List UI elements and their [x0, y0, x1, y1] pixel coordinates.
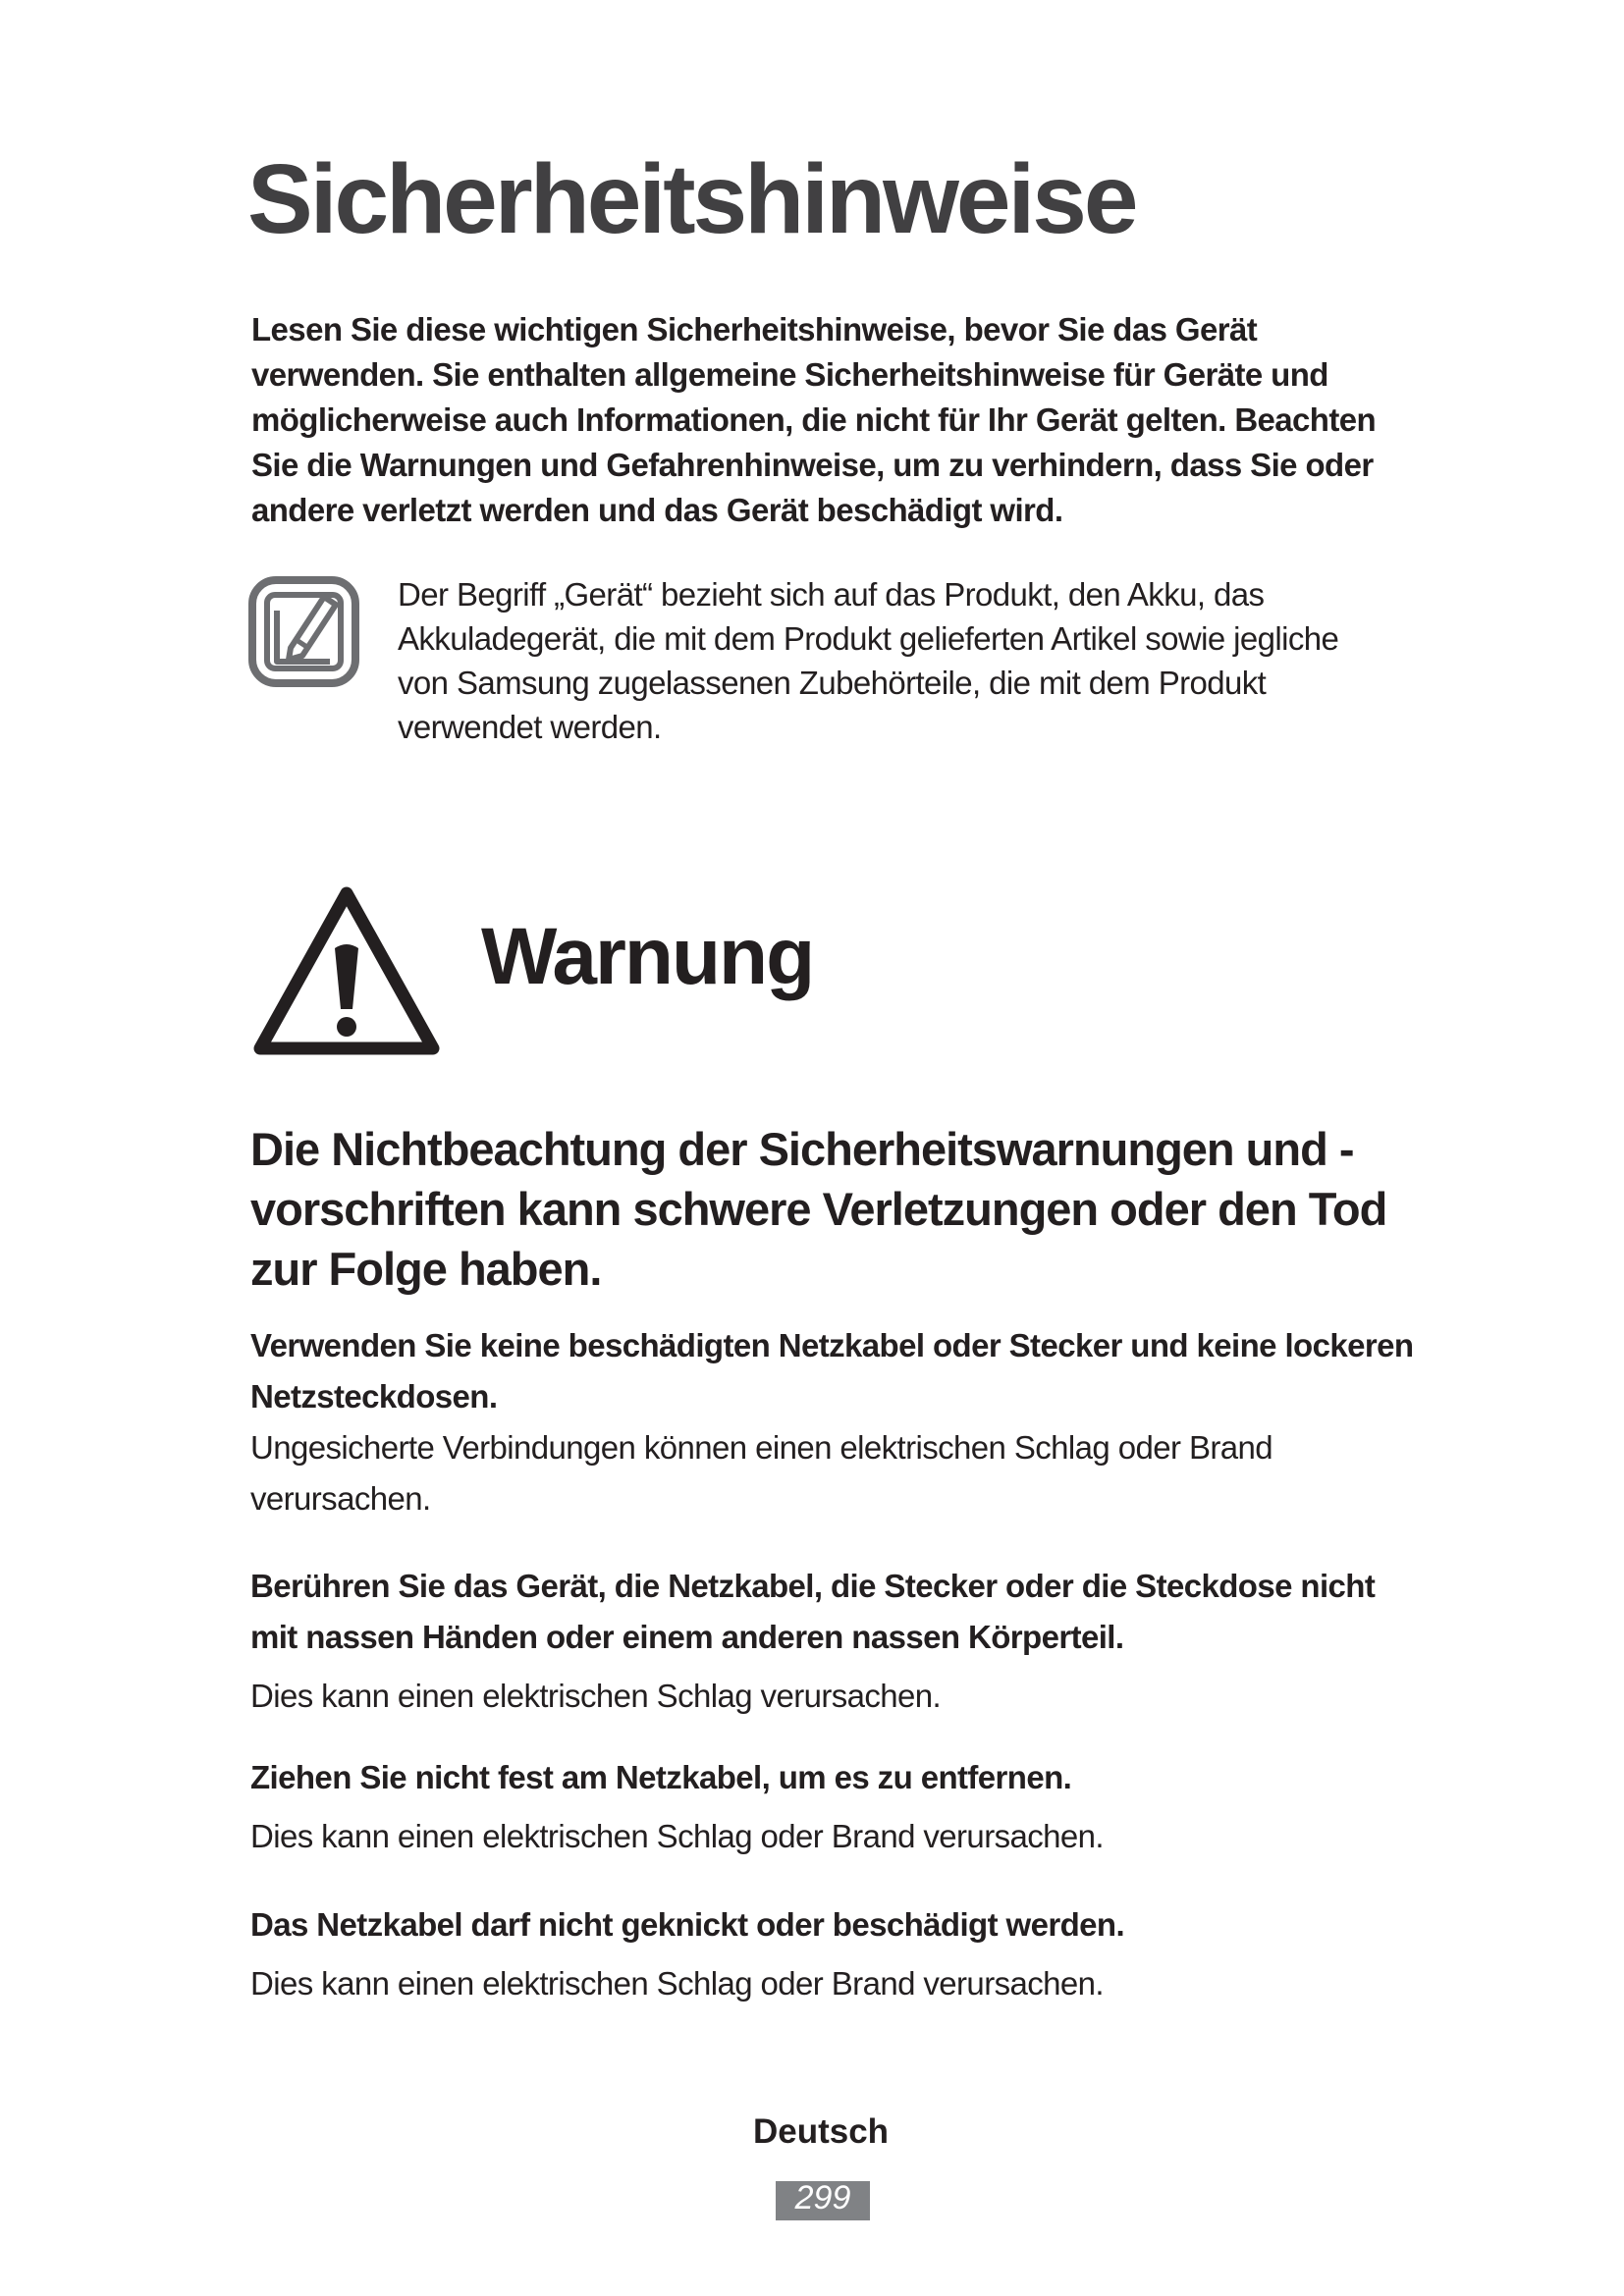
note-text: Der Begriff „Gerät“ bezieht sich auf das Produkt, den Akku, das Akkuladegerät, die mit dem Produkt gelieferten Artikel sowie jegliche von Samsung zugelassenen Zubehörteile, die mit dem Produkt verwendet werden.	[398, 576, 1339, 745]
warning-item-description: Dies kann einen elektrischen Schlag oder Brand verursachen.	[250, 1965, 1104, 2002]
warning-heading: Warnung	[481, 912, 814, 1001]
warning-triangle-icon	[248, 880, 445, 1060]
warning-item-title: Verwenden Sie keine beschädigten Netzkabel oder Stecker und keine lockeren Netzsteckdosen.	[250, 1327, 1414, 1415]
warning-item-description: Ungesicherte Verbindungen können einen elektrischen Schlag oder Brand verursachen.	[250, 1429, 1273, 1517]
warning-item-title: Das Netzkabel darf nicht geknickt oder beschädigt werden.	[250, 1906, 1125, 1943]
warning-item-title: Ziehen Sie nicht fest am Netzkabel, um es zu entfernen.	[250, 1759, 1072, 1795]
page-number: 299	[776, 2181, 870, 2220]
warning-item-title: Berühren Sie das Gerät, die Netzkabel, die Stecker oder die Steckdose nicht mit nassen Händen oder einem anderen nassen Körperteil.	[250, 1568, 1376, 1655]
footer-language: Deutsch	[752, 2112, 890, 2151]
page-title: Sicherheitshinweise	[247, 144, 1136, 254]
warning-item-description: Dies kann einen elektrischen Schlag oder Brand verursachen.	[250, 1818, 1104, 1854]
warning-item-description: Dies kann einen elektrischen Schlag verursachen.	[250, 1678, 942, 1714]
warning-subheading: Die Nichtbeachtung der Sicherheitswarnungen und -vorschriften kann schwere Verletzungen oder den Tod zur Folge haben.	[250, 1123, 1387, 1295]
note-pencil-icon	[247, 575, 360, 688]
warning-item	[250, 1752, 1429, 1862]
intro-paragraph: Lesen Sie diese wichtigen Sicherheitshinweise, bevor Sie das Gerät verwenden. Sie enthalten allgemeine Sicherheitshinweise für Geräte und möglicherweise auch Informationen, die nicht für Ihr Gerät gelten. Beachten Sie die Warnungen und Gefahrenhinweise, um zu verhindern, dass Sie oder andere verletzt werden und das Gerät beschädigt wird.	[251, 311, 1377, 528]
warning-item	[250, 1561, 1429, 1722]
warning-item	[250, 1320, 1429, 1524]
warning-item	[250, 1899, 1429, 2009]
